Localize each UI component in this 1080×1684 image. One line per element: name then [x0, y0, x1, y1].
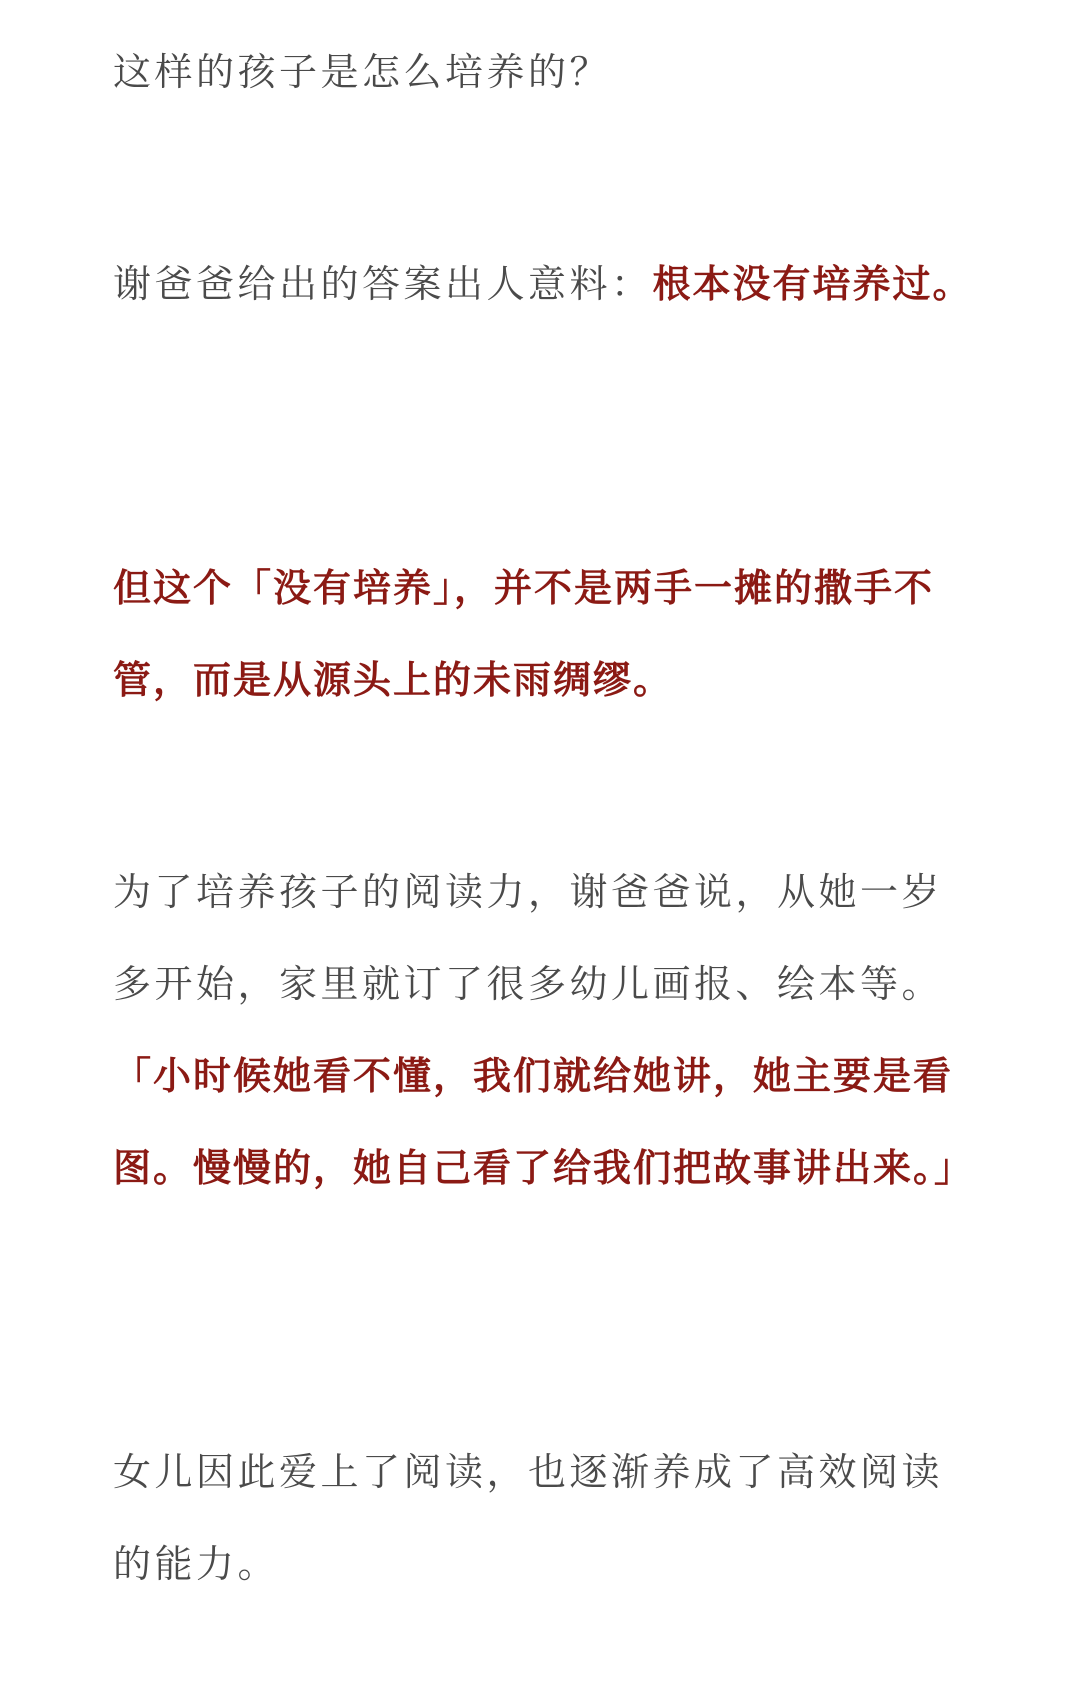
- reading-story-quote: 「小时候她看不懂，我们就给她讲，她主要是看图。慢慢的，她自己看了给我们把故事讲出来。」: [113, 1054, 975, 1190]
- question-text: 这样的孩子是怎么培养的？: [113, 50, 612, 94]
- paragraph-explanation: [113, 542, 973, 726]
- reading-story-text: 为了培养孩子的阅读力，谢爸爸说，从她一岁多开始，家里就订了很多幼儿画报、绘本等。: [113, 870, 944, 1006]
- paragraph-answer: [113, 238, 973, 330]
- paragraph-conclusion: [113, 1426, 973, 1610]
- paragraph-question: [113, 26, 973, 118]
- explanation-highlight-text: 但这个「没有培养」，并不是两手一摊的撒手不管，而是从源头上的未雨绸缪。: [113, 566, 935, 702]
- conclusion-text: 女儿因此爱上了阅读，也逐渐养成了高效阅读的能力。: [113, 1450, 944, 1586]
- answer-intro-text: 谢爸爸给出的答案出人意料：: [113, 262, 653, 306]
- answer-highlight-text: 根本没有培养过。: [652, 262, 973, 306]
- paragraph-reading-story: [113, 846, 973, 1214]
